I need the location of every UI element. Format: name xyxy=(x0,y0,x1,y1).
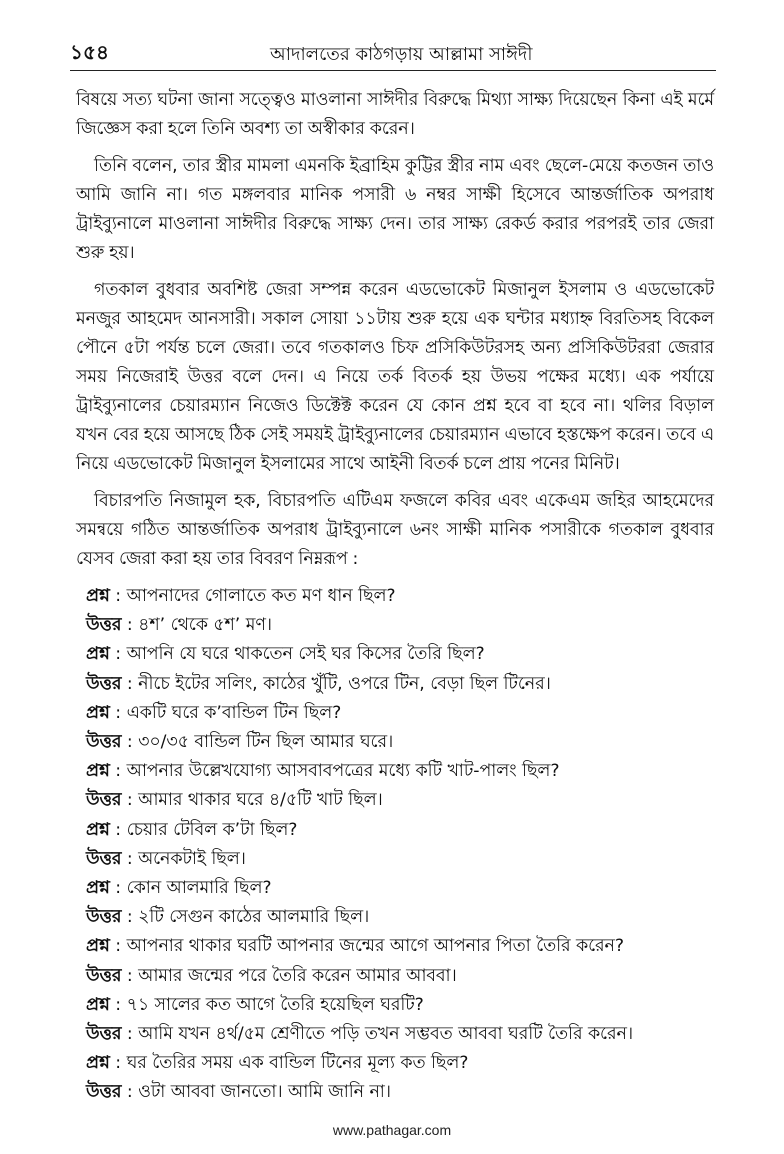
qa-label: উত্তর xyxy=(86,907,122,928)
qa-label: উত্তর xyxy=(86,673,122,694)
qa-item: উত্তর : অনেকটাই ছিল। xyxy=(86,848,246,869)
qa-label: প্রশ্ন xyxy=(86,702,110,723)
page-body xyxy=(76,86,714,1108)
qa-text: অনেকটাই ছিল। xyxy=(138,848,246,869)
qa-label: প্রশ্ন xyxy=(86,878,110,899)
qa-text: ঘর তৈরির সময় এক বান্ডিল টিনের মূল্য কত ছিল? xyxy=(126,1053,469,1074)
page-number: ১৫৪ xyxy=(70,40,109,64)
qa-item: উত্তর : আমি যখন ৪র্থ/৫ম শ্রেণীতে পড়ি তখন সম্ভবত আববা ঘরটি তৈরি করেন। xyxy=(86,1024,633,1045)
paragraph: গতকাল বুধবার অবশিষ্ট জেরা সম্পন্ন করেন এডভোকেট মিজানুল ইসলাম ও এডভোকেট মনজুর আহমেদ আনসারী। সকাল সোয়া ১১টায় শুরু হয়ে এক ঘন্টার মধ্যাহ্ন বিরতিসহ বিকেল পৌনে ৫টা পর্যন্ত চলে জেরা। তবে গতকালও চিফ প্রসিকিউটরসহ অন্য প্রসিকিউটররা জেরার সময় নিজেরাই উত্তর বলে দেন। এ নিয়ে তর্ক বিতর্ক হয় উভয় পক্ষের মধ্যে। এক পর্যায়ে ট্রাইব্যুনালের চেয়ারম্যান নিজেও ডিক্টেক্ট করেন যে কোন প্রশ্ন হবে বা হবে না। থলির বিড়াল যখন বের হয়ে আসছে ঠিক সেই সময়ই ট্রাইব্যুনালের চেয়ারম্যান এভাবে হস্তক্ষেপ করেন। তবে এ নিয়ে এডভোকেট মিজানুল ইসলামের সাথে আইনী বিতর্ক চলে প্রায় পনের মিনিট। xyxy=(76,280,714,474)
qa-label: প্রশ্ন xyxy=(86,586,110,606)
qa-text: নীচে ইটের সলিং, কাঠের খুঁটি, ওপরে টিন, বেড়া ছিল টিনের। xyxy=(138,673,551,694)
qa-list xyxy=(76,582,714,1108)
qa-label: উত্তর xyxy=(86,615,122,636)
qa-text: ২টি সেগুন কাঠের আলমারি ছিল। xyxy=(138,907,370,928)
qa-label: উত্তর xyxy=(86,965,122,986)
qa-item: প্রশ্ন : কোন আলমারি ছিল? xyxy=(86,878,272,899)
qa-item: উত্তর : আমার জন্মের পরে তৈরি করেন আমার আববা। xyxy=(86,965,457,986)
qa-text: আমি যখন ৪র্থ/৫ম শ্রেণীতে পড়ি তখন সম্ভবত আববা ঘরটি তৈরি করেন। xyxy=(138,1024,633,1045)
qa-label: উত্তর xyxy=(86,1082,122,1103)
qa-text: আপনার থাকার ঘরটি আপনার জন্মের আগে আপনার পিতা তৈরি করেন? xyxy=(126,936,625,957)
page-header xyxy=(70,38,710,68)
qa-item: প্রশ্ন : আপনাদের গোলাতে কত মণ ধান ছিল? xyxy=(86,586,396,606)
qa-item: প্রশ্ন : একটি ঘরে ক’বান্ডিল টিন ছিল? xyxy=(86,702,342,723)
qa-item: উত্তর : ওটা আববা জানতো। আমি জানি না। xyxy=(86,1082,391,1103)
qa-label: উত্তর xyxy=(86,1024,122,1045)
qa-text: চেয়ার টেবিল ক’টা ছিল? xyxy=(126,819,298,840)
running-title: আদালতের কাঠগড়ায় আল্লামা সাঈদী xyxy=(270,44,533,65)
qa-label: প্রশ্ন xyxy=(86,819,110,840)
qa-text: ৭১ সালের কত আগে তৈরি হয়েছিল ঘরটি? xyxy=(126,994,424,1015)
qa-label: উত্তর xyxy=(86,732,122,753)
qa-item: প্রশ্ন : আপনি যে ঘরে থাকতেন সেই ঘর কিসের তৈরি ছিল? xyxy=(86,644,485,665)
qa-text: ৩০/৩৫ বান্ডিল টিন ছিল আমার ঘরে। xyxy=(138,732,394,753)
header-rule xyxy=(70,70,716,71)
paragraph: বিষয়ে সত্য ঘটনা জানা সত্ত্বেও মাওলানা সাঈদীর বিরুদ্ধে মিথ্যা সাক্ষ্য দিয়েছেন কিনা এই মর্মে জিজ্ঞেস করা হলে তিনি অবশ্য তা অস্বীকার করেন। xyxy=(76,90,714,139)
footer-website: www.pathagar.com xyxy=(332,1122,452,1138)
qa-text: আমার জন্মের পরে তৈরি করেন আমার আববা। xyxy=(138,965,457,986)
qa-label: প্রশ্ন xyxy=(86,1053,110,1074)
qa-item: উত্তর : নীচে ইটের সলিং, কাঠের খুঁটি, ওপরে টিন, বেড়া ছিল টিনের। xyxy=(86,673,551,694)
qa-text: আপনি যে ঘরে থাকতেন সেই ঘর কিসের তৈরি ছিল? xyxy=(126,644,485,665)
qa-text: আমার থাকার ঘরে ৪/৫টি খাট ছিল। xyxy=(138,790,383,811)
qa-label: উত্তর xyxy=(86,790,122,811)
paragraph: তিনি বলেন, তার স্ত্রীর মামলা এমনকি ইব্রাহিম কুট্টির স্ত্রীর নাম এবং ছেলে-মেয়ে কতজন তাও আমি জানি না। গত মঙ্গলবার মানিক পসারী ৬ নম্বর সাক্ষী হিসেবে আন্তর্জাতিক অপরাধ ট্রাইব্যুনালে মাওলানা সাঈদীর বিরুদ্ধে সাক্ষ্য দেন। তার সাক্ষ্য রেকর্ড করার পরপরই তার জেরা শুরু হয়। xyxy=(76,156,714,263)
qa-item: উত্তর : ২টি সেগুন কাঠের আলমারি ছিল। xyxy=(86,907,370,928)
qa-text: ৪শ’ থেকে ৫শ’ মণ। xyxy=(138,615,272,636)
qa-item: প্রশ্ন : ৭১ সালের কত আগে তৈরি হয়েছিল ঘরটি? xyxy=(86,994,424,1015)
qa-item: প্রশ্ন : আপনার থাকার ঘরটি আপনার জন্মের আগে আপনার পিতা তৈরি করেন? xyxy=(86,936,625,957)
paragraph: বিচারপতি নিজামুল হক, বিচারপতি এটিএম ফজলে কবির এবং একেএম জহির আহমেদের সমন্বয়ে গঠিত আন্তর্জাতিক অপরাধ ট্রাইব্যুনালে ৬নং সাক্ষী মানিক পসারীকে গতকাল বুধবার যেসব জেরা করা হয় তার বিবরণ নিম্নরূপ : xyxy=(76,491,714,569)
qa-label: প্রশ্ন xyxy=(86,994,110,1015)
qa-item: প্রশ্ন : আপনার উল্লেখযোগ্য আসবাবপত্রের মধ্যে কটি খাট-পালং ছিল? xyxy=(86,761,560,782)
qa-label: প্রশ্ন xyxy=(86,936,110,957)
qa-text: ওটা আববা জানতো। আমি জানি না। xyxy=(138,1082,391,1103)
qa-label: প্রশ্ন xyxy=(86,761,110,782)
qa-text: আপনার উল্লেখযোগ্য আসবাবপত্রের মধ্যে কটি খাট-পালং ছিল? xyxy=(126,761,560,782)
qa-text: আপনাদের গোলাতে কত মণ ধান ছিল? xyxy=(126,586,396,606)
qa-label: উত্তর xyxy=(86,848,122,869)
qa-text: কোন আলমারি ছিল? xyxy=(126,878,272,899)
qa-item: প্রশ্ন : ঘর তৈরির সময় এক বান্ডিল টিনের মূল্য কত ছিল? xyxy=(86,1053,469,1074)
qa-item: উত্তর : ৩০/৩৫ বান্ডিল টিন ছিল আমার ঘরে। xyxy=(86,732,394,753)
qa-item: প্রশ্ন : চেয়ার টেবিল ক’টা ছিল? xyxy=(86,819,298,840)
qa-item: উত্তর : ৪শ’ থেকে ৫শ’ মণ। xyxy=(86,615,272,636)
qa-label: প্রশ্ন xyxy=(86,644,110,665)
qa-text: একটি ঘরে ক’বান্ডিল টিন ছিল? xyxy=(126,702,342,723)
qa-item: উত্তর : আমার থাকার ঘরে ৪/৫টি খাট ছিল। xyxy=(86,790,383,811)
